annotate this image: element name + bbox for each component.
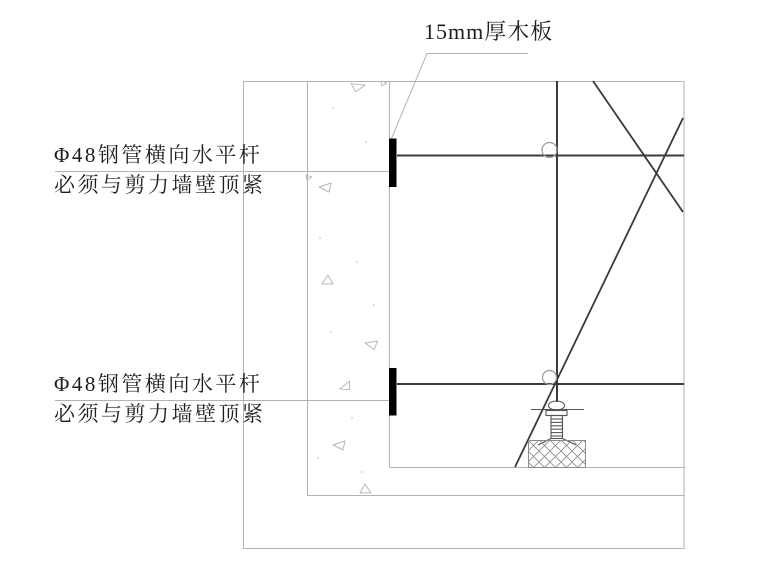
tie-label-lower-line1: Φ48钢管横向水平杆 — [54, 372, 263, 396]
concrete-speck — [356, 261, 358, 263]
concrete-speck — [351, 417, 353, 419]
diagonal-brace-long — [515, 118, 683, 467]
tie-label-upper-line2: 必须与剪力墙壁顶紧 — [54, 173, 266, 197]
wood-plank-pad-lower — [389, 368, 397, 416]
concrete-speck — [373, 304, 375, 306]
coupler-ring-lower — [543, 371, 557, 385]
jack-threads — [551, 419, 563, 436]
concrete-stipple-triangle — [319, 183, 331, 192]
jack-cap — [549, 401, 565, 410]
jack-base-pad-hatched — [529, 441, 586, 468]
plank-label: 15mm厚木板 — [424, 19, 554, 44]
concrete-stipple-triangle — [351, 80, 366, 92]
jack-nut — [546, 411, 567, 416]
plank-leader-line — [392, 54, 529, 139]
tie-label-upper-line1: Φ48钢管横向水平杆 — [54, 143, 263, 167]
concrete-stipple-triangle — [333, 441, 345, 450]
concrete-speck — [317, 457, 319, 459]
tie-label-upper — [54, 140, 266, 200]
concrete-stipple-triangle — [322, 275, 333, 284]
concrete-speck — [365, 141, 367, 143]
screw-jack-base — [529, 401, 586, 468]
concrete-speck — [319, 237, 321, 239]
concrete-stipple-tick — [306, 175, 312, 180]
tie-label-lower — [54, 369, 266, 429]
concrete-stipple-triangle — [338, 381, 352, 393]
shear-wall — [306, 80, 684, 495]
concrete-stipple — [306, 80, 387, 493]
concrete-stipple-triangle — [360, 484, 371, 493]
tie-label-lower-line2: 必须与剪力墙壁顶紧 — [54, 402, 266, 426]
leader-lines — [55, 54, 528, 401]
wood-plank-pad-upper — [389, 139, 397, 188]
concrete-stipple-triangle — [364, 339, 377, 350]
wood-plank-pads — [389, 139, 397, 416]
concrete-speck — [332, 107, 334, 109]
outer-frame — [243, 81, 685, 549]
concrete-speck — [361, 471, 363, 473]
concrete-speck — [330, 331, 332, 333]
